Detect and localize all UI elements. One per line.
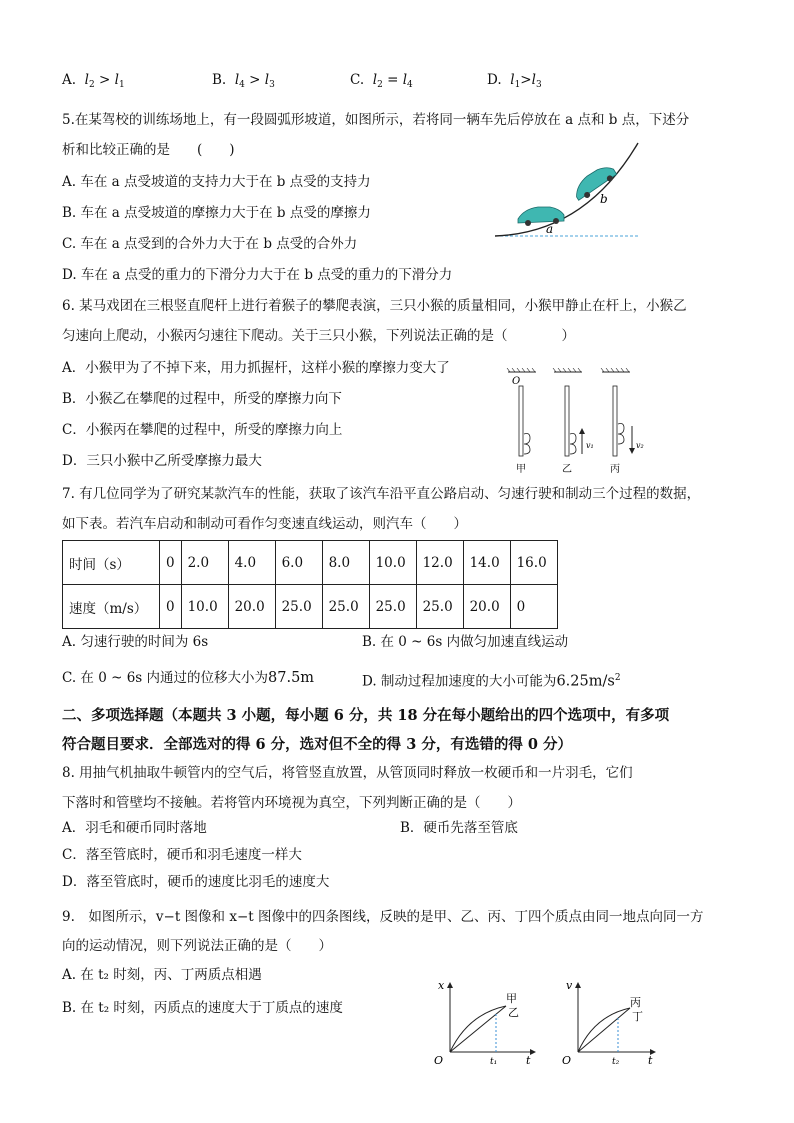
table-cell: 2.0 [181,541,228,585]
q8-option-a[interactable]: A．羽毛和硬币同时落地 [62,820,207,836]
q5-option-c[interactable]: C. 车在 a 点受到的合外力大于在 b 点受的合外力 [62,236,358,252]
table-cell: 12.0 [416,541,463,585]
table-cell: 4.0 [228,541,275,585]
table-cell: 0 [160,541,182,585]
table-cell: 6.0 [275,541,322,585]
q7-stem-line2: 如下表。若汽车启动和制动可看作匀变速直线运动，则汽车（ ） [62,516,467,532]
monkey-bing-icon [618,424,624,445]
origin-o-label: O [512,376,521,387]
q5-option-d[interactable]: D. 车在 a 点受的重力的下滑分力大于在 b 点受的重力的下滑分力 [62,267,453,283]
q6-stem-line2: 匀速向上爬动，小猴丙匀速往下爬动。关于三只小猴，下列说法正确的是（ ） [62,328,575,344]
table-row [63,585,558,629]
q6-option-b[interactable]: B．小猴乙在攀爬的过程中，所受的摩擦力向下 [62,391,342,407]
car-at-a-icon [518,207,564,226]
table-cell: 10.0 [369,541,416,585]
table-cell: 25.0 [416,585,463,629]
origin-label: O [562,1054,572,1067]
q6-option-c[interactable]: C．小猴丙在攀爬的过程中，所受的摩擦力向上 [62,422,343,438]
table-cell: 20.0 [228,585,275,629]
q8-option-d[interactable]: D．落至管底时，硬币的速度比羽毛的速度大 [62,874,330,890]
q9-option-a[interactable]: A. 在 t₂ 时刻，丙、丁两质点相遇 [62,967,262,983]
section2-heading-line2: 符合题目要求．全部选对的得 6 分，选对但不全的得 3 分，有选错的得 0 分） [62,736,573,753]
pole-jia [507,368,536,475]
q8-option-b[interactable]: B．硬币先落至管底 [400,820,518,836]
monkey-jia-icon [524,434,530,455]
x-axis-label: t [648,1054,653,1067]
line-yi [450,1006,506,1052]
x-axis-label: t [526,1054,531,1067]
q5-stem-line2: 析和比较正确的是 ( ) [62,142,235,158]
curve-bing-label: 丙 [630,996,641,1009]
arc-slope [495,143,638,236]
label-bing: 丙 [610,464,620,475]
t1-label: t₁ [490,1057,498,1067]
table-cell: 25.0 [369,585,416,629]
q6-stem-line1: 6. 某马戏团在三根竖直爬杆上进行着猴子的攀爬表演，三只小猴的质量相同，小猴甲静止在杆上，小猴乙 [62,298,687,314]
q5-option-a[interactable]: A. 车在 a 点受坡道的支持力大于在 b 点受的支持力 [62,174,371,190]
q8-stem-line1: 8. 用抽气机抽取牛顿管内的空气后，将管竖直放置，从管顶同时释放一枚硬币和一片羽毛，它们 [62,765,633,781]
table-cell: 16.0 [510,541,557,585]
q9-option-b[interactable]: B. 在 t₂ 时刻，丙质点的速度大于丁质点的速度 [62,1000,343,1016]
q6-option-d[interactable]: D．三只小猴中乙所受摩擦力最大 [62,453,262,469]
point-b-label: b [600,192,608,206]
line-ding [578,1008,630,1052]
table-header-speed: 速度（m/s） [63,585,160,629]
table-cell: 8.0 [322,541,369,585]
q4-option-d[interactable]: D. $l_1>l_3$ [487,72,542,90]
v-t-graph [558,976,668,1068]
point-a-label: a [546,222,554,236]
q9-stem-line1: 9. 如图所示，v−t 图像和 x−t 图像中的四条图线，反映的是甲、乙、丙、丁四个质点由同一地点向同一方 [62,909,704,925]
t2-label: t₂ [612,1057,620,1067]
speed-time-table [62,540,558,629]
table-cell: 0 [510,585,557,629]
slope-figure [490,135,650,245]
q7-option-c[interactable]: C. 在 0 ~ 6s 内通过的位移大小为87.5m [62,670,315,686]
q9-stem-line2: 向的运动情况，则下列说法正确的是（ ） [62,938,332,954]
q8-stem-line2: 下落时和管壁均不接触。若将管内环境视为真空，下列判断正确的是（ ） [62,795,521,811]
section2-heading-line1: 二、多项选择题（本题共 3 小题，每小题 6 分，共 18 分在每小题给出的四个选项中，有多项 [62,707,670,724]
v1-label: v₁ [586,441,594,450]
q7-option-b[interactable]: B. 在 0 ~ 6s 内做匀加速直线运动 [362,634,569,650]
table-cell: 0 [160,585,182,629]
q7-stem-line1: 7. 有几位同学为了研究某款汽车的性能，获取了该汽车沿平直公路启动、匀速行驶和制动三个过程的数据， [62,486,701,502]
v2-label: v₂ [636,441,644,450]
table-cell: 10.0 [181,585,228,629]
q7-option-a[interactable]: A. 匀速行驶的时间为 6s [62,634,209,650]
line-yi-label: 乙 [508,1006,519,1019]
label-jia: 甲 [516,464,526,475]
table-cell: 25.0 [275,585,322,629]
q7-option-d[interactable]: D. 制动过程加速度的大小可能为$6.25m/s^2$ [362,673,621,690]
y-axis-label: x [438,979,445,992]
q5-stem-line1: 5.在某驾校的训练场地上，有一段圆弧形坡道，如图所示，若将同一辆车先后停放在 a 点和 b 点，下述分 [62,112,690,128]
pole-bing [601,368,644,475]
curve-jia-label: 甲 [506,992,517,1005]
q6-option-a[interactable]: A．小猴甲为了不掉下来，用力抓握杆，这样小猴的摩擦力变大了 [62,360,450,376]
table-row [63,541,558,585]
table-cell: 14.0 [463,541,510,585]
q4-option-a[interactable]: A. $l_2 > l_1$ [62,72,125,90]
q4-option-c[interactable]: C. $l_2 = l_4$ [350,72,413,90]
x-t-graph [430,976,540,1068]
y-axis-label: v [566,979,573,992]
table-cell: 25.0 [322,585,369,629]
table-header-time: 时间（s） [63,541,160,585]
table-cell: 20.0 [463,585,510,629]
q4-option-b[interactable]: B. $l_4 > l_3$ [212,72,275,90]
monkey-poles-figure [500,368,680,478]
label-yi: 乙 [562,464,572,475]
q5-option-b[interactable]: B. 车在 a 点受坡道的摩擦力大于在 b 点受的摩擦力 [62,205,371,221]
pole-yi [553,368,594,475]
origin-label: O [434,1054,444,1067]
q8-option-c[interactable]: C．落至管底时，硬币和羽毛速度一样大 [62,847,302,863]
monkey-yi-icon [570,434,576,455]
line-ding-label: 丁 [632,1010,643,1023]
